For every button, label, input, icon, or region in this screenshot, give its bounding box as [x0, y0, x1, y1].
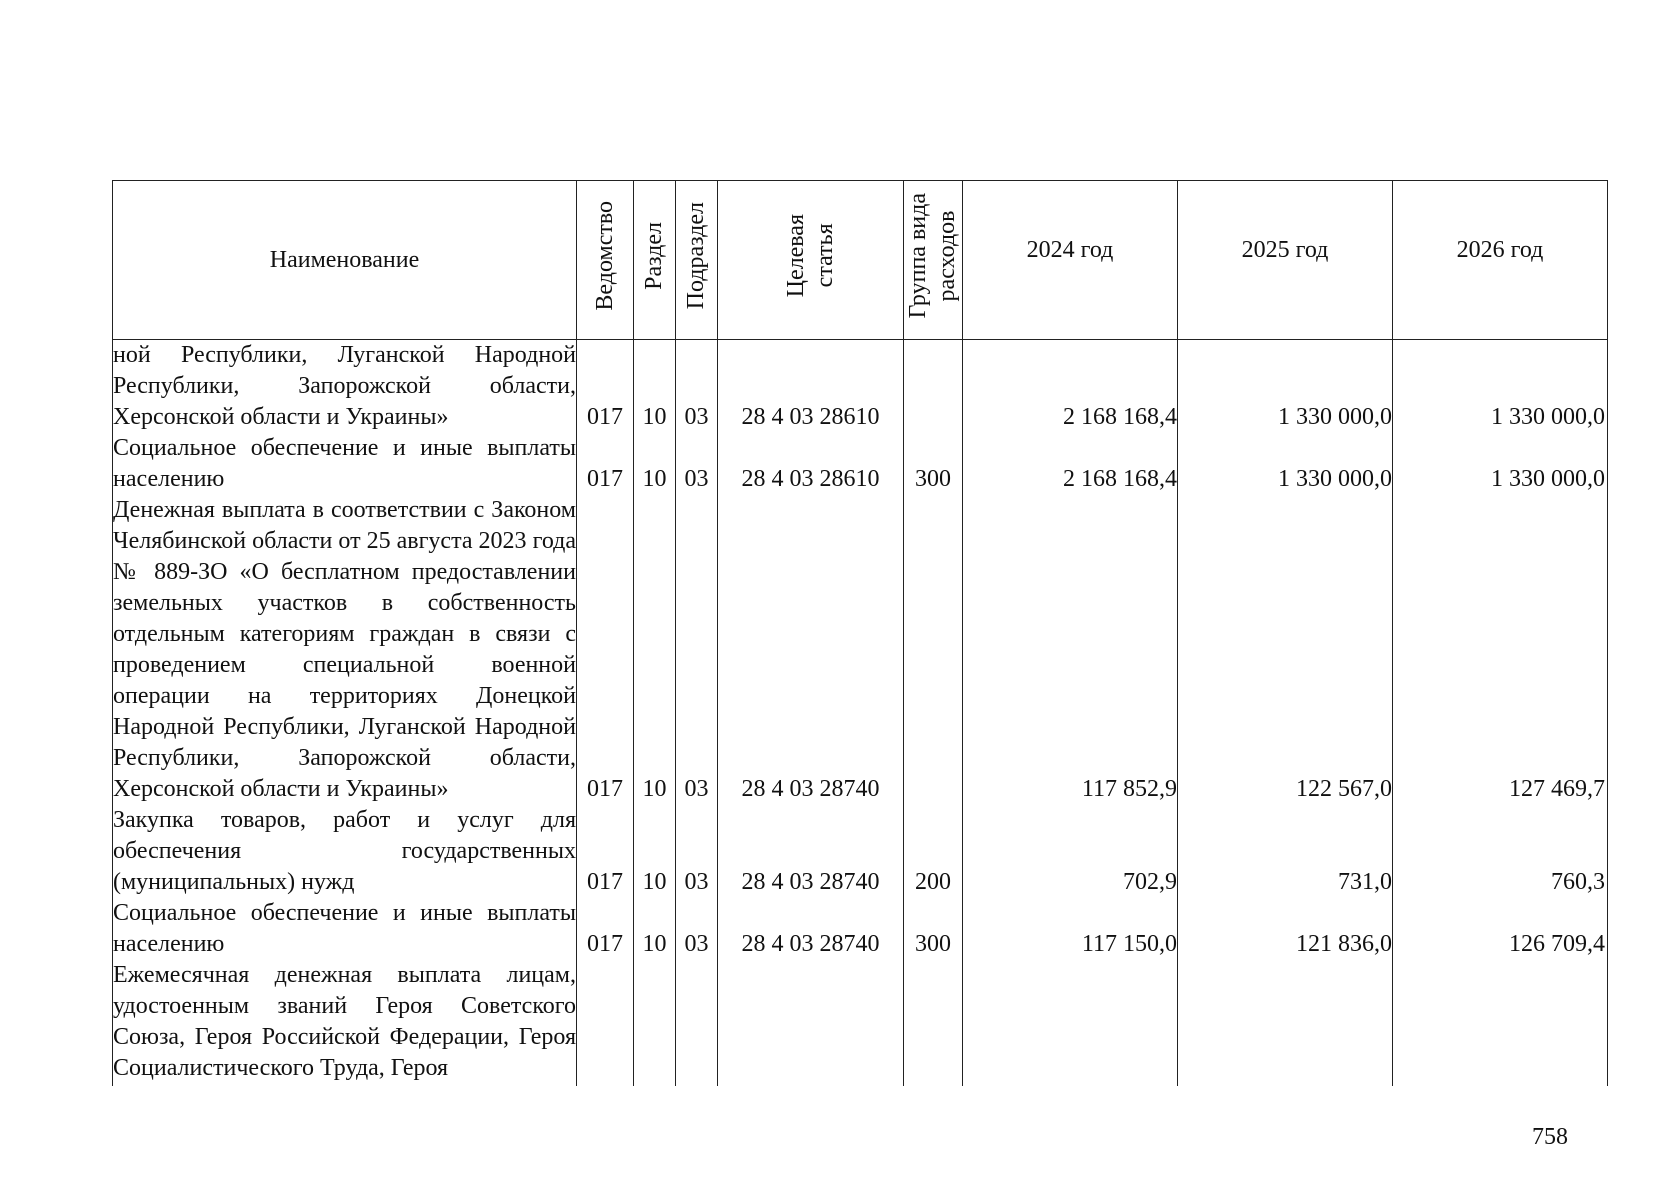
page-number: 758 [1532, 1124, 1568, 1150]
table-row [113, 340, 1608, 434]
row-target-article: 28 4 03 28740 [718, 898, 904, 960]
header-celevaya-statya: Целевая статья [718, 181, 904, 340]
row-value-2025: 122 567,0 [1178, 495, 1393, 805]
row-expense-group: 300 [904, 898, 963, 960]
row-target-article [718, 960, 904, 1086]
row-razdel: 10 [634, 805, 676, 898]
table-row [113, 433, 1608, 495]
row-expense-group: 300 [904, 433, 963, 495]
row-vedomstvo: 017 [577, 433, 634, 495]
row-target-article: 28 4 03 28610 [718, 433, 904, 495]
row-razdel: 10 [634, 433, 676, 495]
header-2026: 2026 год [1393, 181, 1608, 340]
row-vedomstvo [577, 960, 634, 1086]
row-vedomstvo: 017 [577, 805, 634, 898]
row-razdel: 10 [634, 340, 676, 434]
row-target-article: 28 4 03 28740 [718, 495, 904, 805]
row-value-2024: 2 168 168,4 [963, 433, 1178, 495]
header-razdel: Раздел [634, 181, 676, 340]
row-podrazdel [676, 960, 718, 1086]
header-gruppa-vida-rashodov: Группа вида расходов [904, 181, 963, 340]
row-podrazdel: 03 [676, 495, 718, 805]
row-expense-group [904, 495, 963, 805]
budget-table [112, 180, 1608, 1086]
row-value-2024: 117 852,9 [963, 495, 1178, 805]
row-value-2026: 760,3 [1393, 805, 1608, 898]
row-value-2026 [1393, 960, 1608, 1086]
row-value-2025: 1 330 000,0 [1178, 340, 1393, 434]
row-value-2024: 117 150,0 [963, 898, 1178, 960]
row-value-2025 [1178, 960, 1393, 1086]
row-podrazdel: 03 [676, 898, 718, 960]
table-row [113, 495, 1608, 805]
row-razdel: 10 [634, 495, 676, 805]
row-podrazdel: 03 [676, 340, 718, 434]
row-value-2024: 2 168 168,4 [963, 340, 1178, 434]
row-name: Социальное обеспечение и иные выплаты населению [113, 898, 577, 960]
row-razdel [634, 960, 676, 1086]
row-vedomstvo: 017 [577, 495, 634, 805]
row-podrazdel: 03 [676, 433, 718, 495]
row-expense-group: 200 [904, 805, 963, 898]
header-name: Наименование [113, 181, 577, 340]
table-row [113, 960, 1608, 1086]
row-name: Денежная выплата в соответствии с Законом Челябинской области от 25 августа 2023 года № 889-ЗО «О бесплатном предоставлении земельных участков в собственность отдельным категориям граждан в связи с проведением специальной военной операции на территориях Донецкой Народной Республики, Луганской Народной Республики, Запорожской области, Херсонской области и Украины» [113, 495, 577, 805]
table-row [113, 898, 1608, 960]
row-value-2026: 1 330 000,0 [1393, 433, 1608, 495]
table-header-row [113, 181, 1608, 340]
row-name: Закупка товаров, работ и услуг для обеспечения государственных (муниципальных) нужд [113, 805, 577, 898]
row-value-2026: 1 330 000,0 [1393, 340, 1608, 434]
header-2024: 2024 год [963, 181, 1178, 340]
row-value-2024 [963, 960, 1178, 1086]
row-name: Ежемесячная денежная выплата лицам, удостоенным званий Героя Советского Союза, Героя Российской Федерации, Героя Социалистического Труда, Героя [113, 960, 577, 1086]
row-name: Социальное обеспечение и иные выплаты населению [113, 433, 577, 495]
header-2025: 2025 год [1178, 181, 1393, 340]
row-podrazdel: 03 [676, 805, 718, 898]
row-value-2025: 731,0 [1178, 805, 1393, 898]
row-expense-group [904, 960, 963, 1086]
row-vedomstvo: 017 [577, 898, 634, 960]
table-row [113, 805, 1608, 898]
row-name: ной Республики, Луганской Народной Республики, Запорожской области, Херсонской области и Украины» [113, 340, 577, 434]
row-value-2026: 126 709,4 [1393, 898, 1608, 960]
row-target-article: 28 4 03 28740 [718, 805, 904, 898]
row-value-2026: 127 469,7 [1393, 495, 1608, 805]
row-value-2025: 1 330 000,0 [1178, 433, 1393, 495]
row-vedomstvo: 017 [577, 340, 634, 434]
row-expense-group [904, 340, 963, 434]
header-vedomstvo: Ведомство [577, 181, 634, 340]
row-value-2025: 121 836,0 [1178, 898, 1393, 960]
row-target-article: 28 4 03 28610 [718, 340, 904, 434]
row-razdel: 10 [634, 898, 676, 960]
row-value-2024: 702,9 [963, 805, 1178, 898]
header-podrazdel: Подраздел [676, 181, 718, 340]
